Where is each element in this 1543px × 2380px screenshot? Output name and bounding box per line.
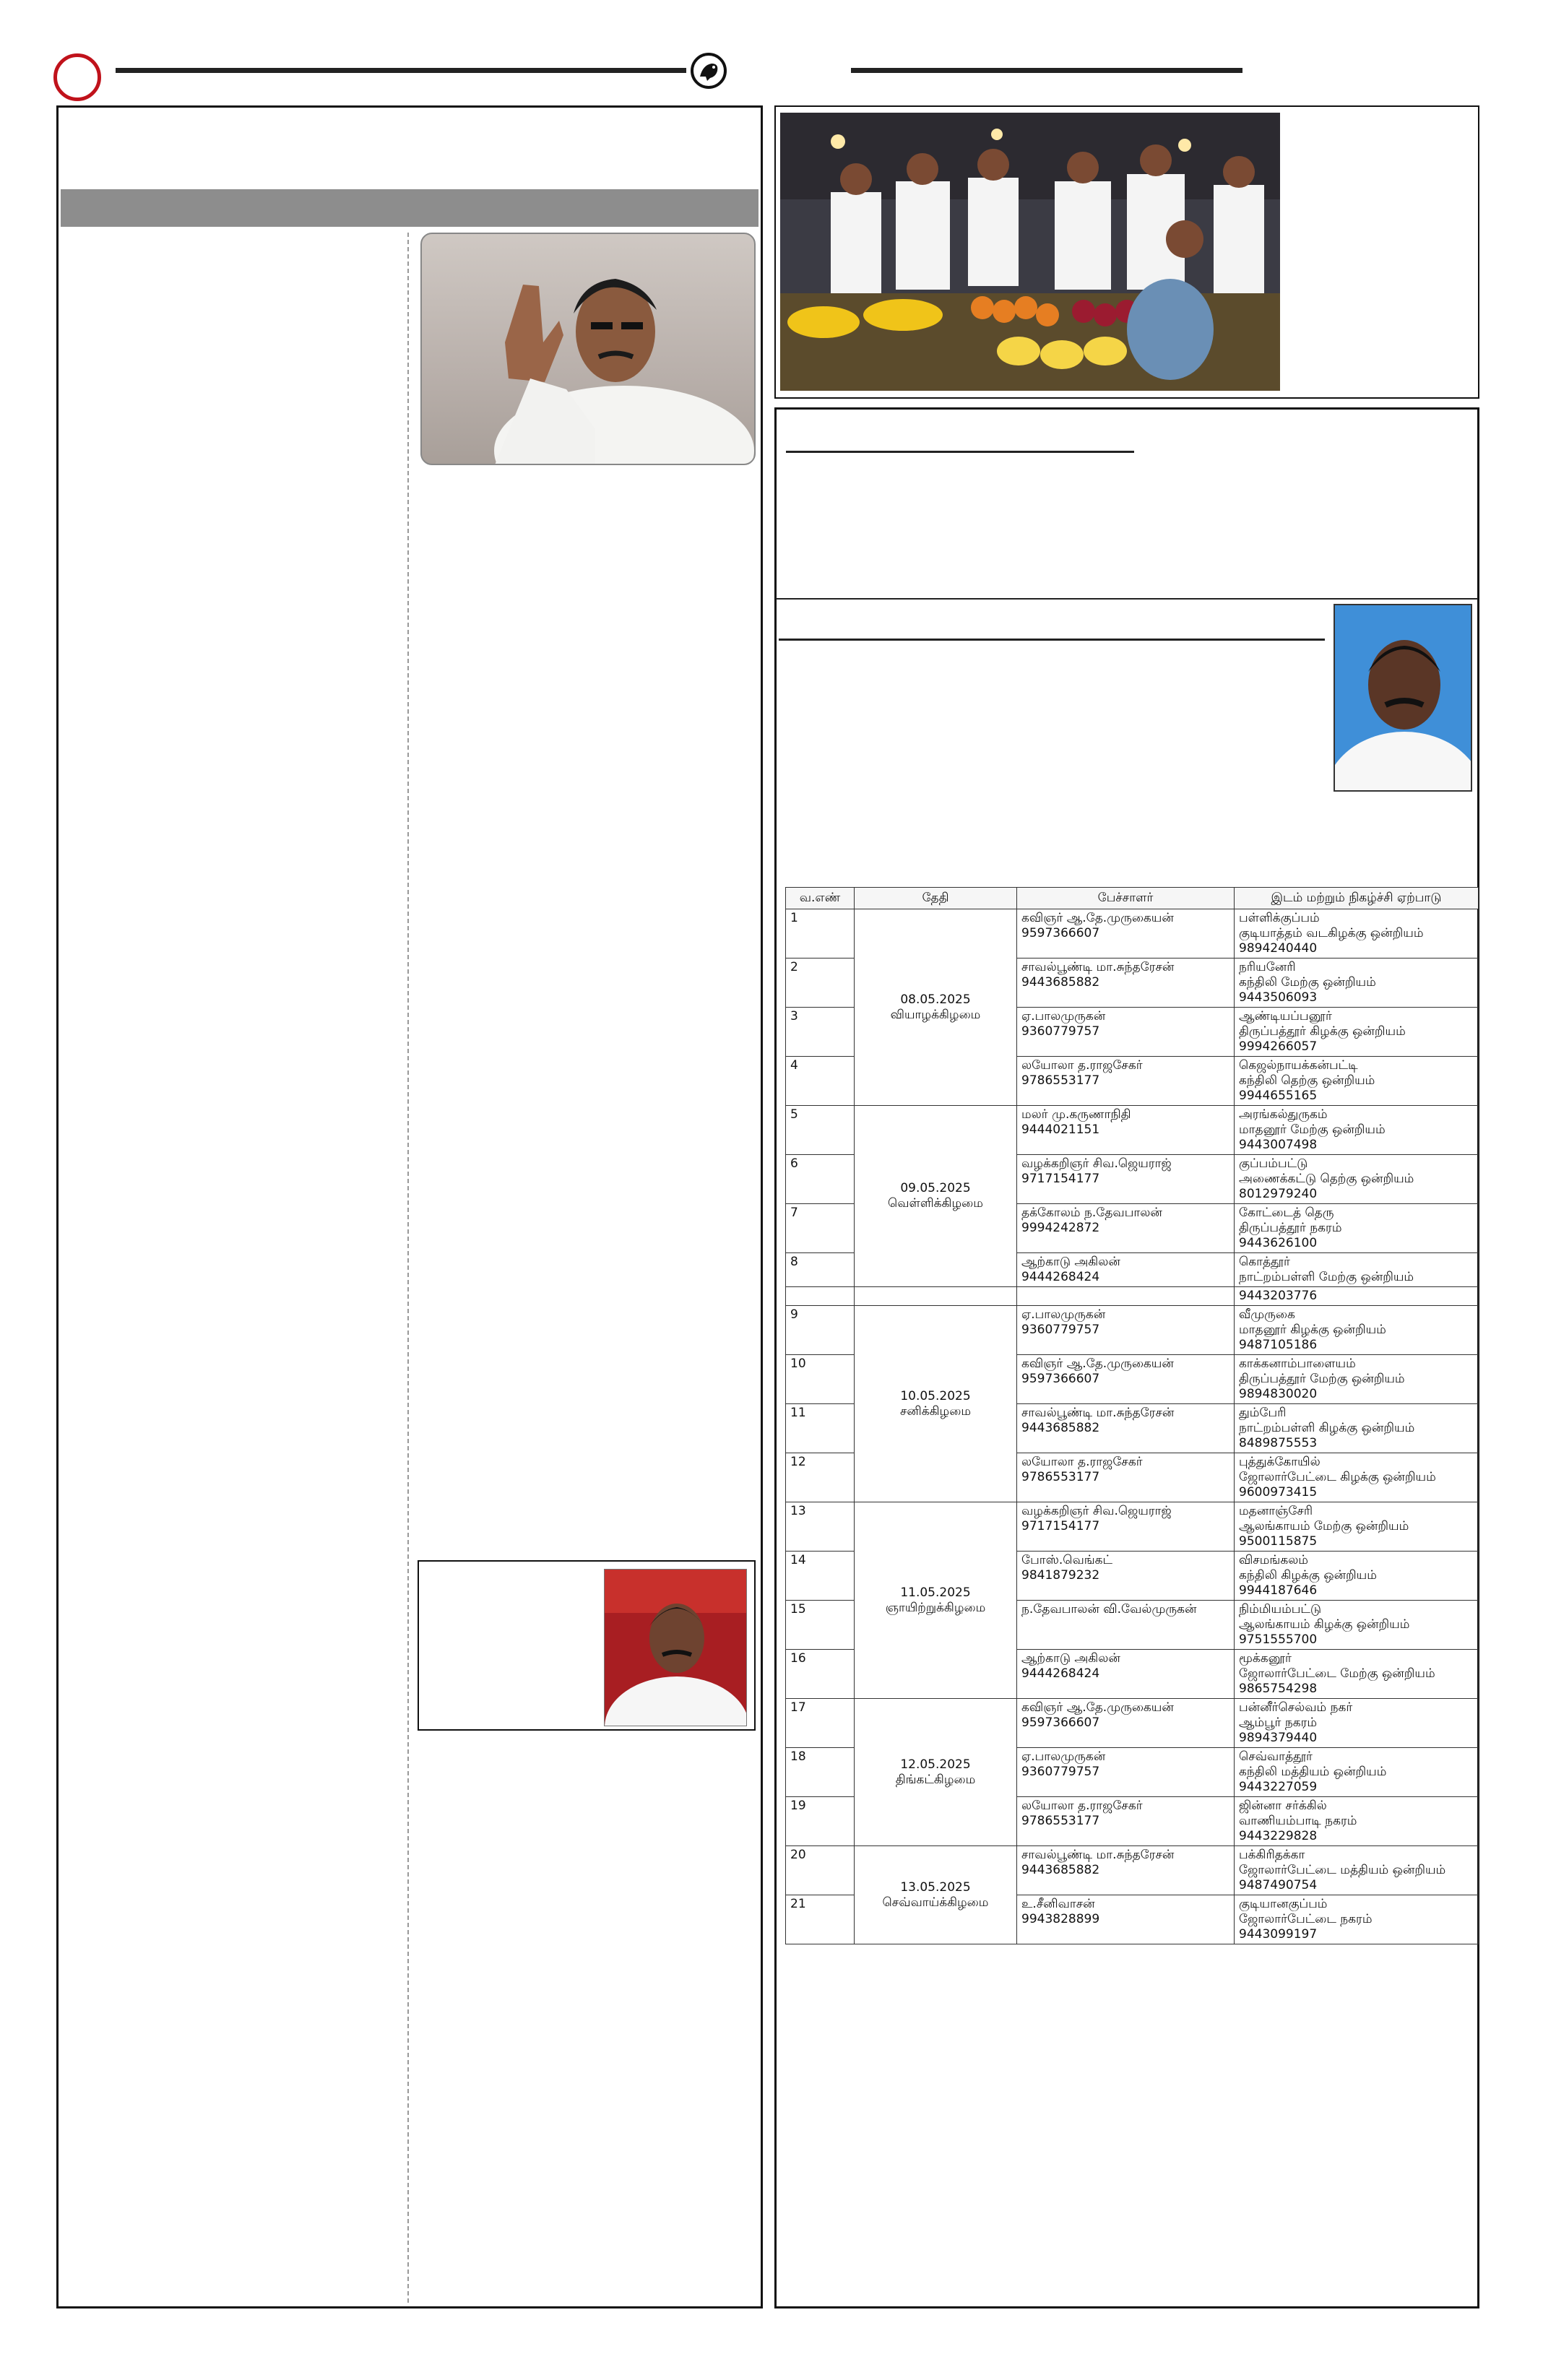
venue-area: திருப்பத்தூர் கிழக்கு ஒன்றியம் [1239, 1024, 1406, 1039]
venue-cell [1235, 1204, 1479, 1253]
speaker-phone: 9444268424 [1021, 1270, 1100, 1284]
chief-minister-photo [420, 233, 756, 465]
venue-cell [1235, 1404, 1479, 1453]
speaker-name: ஏ.பாலமுருகன் [1021, 1749, 1106, 1764]
speaker-cell [1017, 1008, 1235, 1057]
venue-area: ஜோலார்பேட்டை கிழக்கு ஒன்றியம் [1239, 1470, 1436, 1484]
speaker-phone: 9717154177 [1021, 1172, 1100, 1186]
venue-name: விசமங்கலம் [1239, 1553, 1308, 1567]
speaker-name: போஸ்.வெங்கட் [1021, 1553, 1113, 1567]
venue-name: அரங்கல்துருகம் [1239, 1107, 1328, 1122]
venue-phone: 9944187646 [1239, 1583, 1318, 1598]
speaker-name: ஆற்காடு அகிலன் [1021, 1651, 1120, 1666]
left-article-band [61, 189, 758, 227]
column-header-venue: இடம் மற்றும் நிகழ்ச்சி ஏற்பாடு [1235, 888, 1479, 909]
serial-number: 9 [786, 1306, 855, 1355]
table-row [786, 1306, 1479, 1355]
venue-phone: 9443227059 [1239, 1780, 1318, 1794]
speaker-phone: 9597366607 [1021, 1715, 1100, 1730]
spacer-cell [1017, 1287, 1235, 1306]
speaker-phone: 9841879232 [1021, 1568, 1100, 1583]
serial-number: 14 [786, 1552, 855, 1601]
venue-cell [1235, 1355, 1479, 1404]
spacer-cell [855, 1287, 1017, 1306]
speaker-name: லயோலா த.ராஜசேகர் [1021, 1799, 1143, 1813]
venue-name: ஜின்னா சர்க்கில் [1239, 1799, 1327, 1813]
date-cell [855, 1699, 1017, 1846]
venue-name: பள்ளிக்குப்பம் [1239, 911, 1320, 925]
serial-number: 19 [786, 1797, 855, 1846]
speaker-phone: 9786553177 [1021, 1470, 1100, 1484]
right-article-rule-2 [779, 639, 1325, 641]
speaker-cell [1017, 1502, 1235, 1552]
speaker-cell [1017, 1601, 1235, 1650]
serial-number: 2 [786, 959, 855, 1008]
date-cell [855, 1106, 1017, 1287]
speaker-phone: 9443685882 [1021, 1421, 1100, 1435]
table-header-row [786, 888, 1479, 909]
speaker-phone: 9943828899 [1021, 1912, 1100, 1926]
serial-number: 15 [786, 1601, 855, 1650]
speaker-cell [1017, 959, 1235, 1008]
venue-name: குப்பம்பட்டு [1239, 1156, 1308, 1171]
venue-name: செவ்வாத்தூர் [1239, 1749, 1313, 1764]
speaker-phone: 9360779757 [1021, 1024, 1100, 1039]
venue-phone: 8012979240 [1239, 1187, 1318, 1201]
venue-phone: 9443007498 [1239, 1138, 1318, 1152]
speaker-cell [1017, 1204, 1235, 1253]
speaker-name: வழக்கறிஞர் சிவ.ஜெயராஜ் [1021, 1504, 1172, 1518]
venue-area: கந்திலி மேற்கு ஒன்றியம் [1239, 975, 1376, 990]
venue-cell [1235, 1650, 1479, 1699]
speaker-schedule-table [785, 887, 1479, 1944]
date-value: 09.05.2025 [900, 1181, 971, 1195]
speaker-name: லயோலா த.ராஜசேகர் [1021, 1058, 1143, 1073]
speaker-name: கவிஞர் ஆ.தே.முருகையன் [1021, 1700, 1174, 1715]
speaker-phone: 9444021151 [1021, 1122, 1100, 1137]
speaker-name: ஏ.பாலமுருகன் [1021, 1009, 1106, 1024]
speaker-phone: 9597366607 [1021, 926, 1100, 940]
speaker-name: சாவல்பூண்டி மா.சுந்தரேசன் [1021, 1406, 1175, 1420]
speaker-phone: 9597366607 [1021, 1372, 1100, 1386]
serial-number: 18 [786, 1748, 855, 1797]
column-header-date: தேதி [855, 888, 1017, 909]
venue-phone: 9894240440 [1239, 941, 1318, 956]
serial-number: 17 [786, 1699, 855, 1748]
serial-number: 12 [786, 1453, 855, 1502]
venue-area: ஆம்பூர் நகரம் [1239, 1715, 1318, 1730]
speaker-cell [1017, 1106, 1235, 1155]
venue-name: வீமுருகை [1239, 1307, 1295, 1322]
venue-phone: 9443626100 [1239, 1236, 1318, 1250]
venue-cell [1235, 1502, 1479, 1552]
venue-phone: 9487490754 [1239, 1878, 1318, 1892]
venue-area: ஆலங்காயம் கிழக்கு ஒன்றியம் [1239, 1617, 1410, 1632]
venue-phone: 9487105186 [1239, 1338, 1318, 1352]
venue-cell [1235, 1846, 1479, 1895]
serial-number: 10 [786, 1355, 855, 1404]
venue-name: மதனாஞ்சேரி [1239, 1504, 1313, 1518]
venue-cell [1235, 1797, 1479, 1846]
masthead-circle-icon [53, 53, 101, 101]
speaker-cell [1017, 1306, 1235, 1355]
table-row [786, 1502, 1479, 1552]
table-row [786, 909, 1479, 959]
speaker-name: வழக்கறிஞர் சிவ.ஜெயராஜ் [1021, 1156, 1172, 1171]
spacer-cell [786, 1287, 855, 1306]
speaker-cell [1017, 1895, 1235, 1944]
speaker-name: கவிஞர் ஆ.தே.முருகையன் [1021, 1356, 1174, 1371]
venue-name: பக்கிரிதக்கா [1239, 1848, 1305, 1862]
date-value: 08.05.2025 [900, 992, 971, 1007]
day-name: ஞாயிற்றுக்கிழமை [885, 1600, 986, 1615]
venue-cell [1235, 1699, 1479, 1748]
market-visit-photo [780, 113, 1280, 391]
serial-number: 16 [786, 1650, 855, 1699]
venue-phone: 9751555700 [1239, 1632, 1318, 1647]
speaker-cell [1017, 1846, 1235, 1895]
venue-area: மாதனூர் மேற்கு ஒன்றியம் [1239, 1122, 1386, 1137]
venue-cell [1235, 959, 1479, 1008]
venue-phone: 9443506093 [1239, 990, 1318, 1005]
date-value: 10.05.2025 [900, 1388, 971, 1403]
serial-number: 11 [786, 1404, 855, 1453]
speaker-name: கவிஞர் ஆ.தே.முருகையன் [1021, 911, 1174, 925]
speaker-name: ஏ.பாலமுருகன் [1021, 1307, 1106, 1322]
date-value: 12.05.2025 [900, 1757, 971, 1772]
venue-area: குடியாத்தம் வடகிழக்கு ஒன்றியம் [1239, 926, 1424, 940]
venue-phone: 9600973415 [1239, 1485, 1318, 1500]
venue-phone: 9500115875 [1239, 1534, 1318, 1549]
venue-name: நிம்மியம்பட்டு [1239, 1602, 1322, 1617]
venue-phone: 9994266057 [1239, 1039, 1318, 1054]
speaker-phone: 9717154177 [1021, 1519, 1100, 1533]
venue-area: கந்திலி மத்தியம் ஒன்றியம் [1239, 1765, 1387, 1779]
speaker-phone: 9443685882 [1021, 1863, 1100, 1877]
speaker-name: மலர் மு.கருணாநிதி [1021, 1107, 1131, 1122]
venue-phone: 9944655165 [1239, 1089, 1318, 1103]
venue-area: ஜோலார்பேட்டை மேற்கு ஒன்றியம் [1239, 1666, 1435, 1681]
venue-name: காக்கனாம்பாளையம் [1239, 1356, 1356, 1371]
table-row [786, 1699, 1479, 1748]
venue-cell [1235, 1253, 1479, 1287]
masthead-rule-right [851, 68, 1242, 73]
serial-number: 6 [786, 1155, 855, 1204]
table-row [786, 1846, 1479, 1895]
speaker-cell [1017, 1404, 1235, 1453]
speaker-name: உ.சீனிவாசன் [1021, 1897, 1095, 1911]
serial-number: 13 [786, 1502, 855, 1552]
date-cell [855, 1502, 1017, 1699]
venue-name: கெஜல்நாயக்கன்பட்டி [1239, 1058, 1358, 1073]
table-spacer-row [786, 1287, 1479, 1306]
speaker-name: ந.தேவபாலன் வி.வேல்முருகன் [1021, 1602, 1197, 1617]
venue-area: ஆலங்காயம் மேற்கு ஒன்றியம் [1239, 1519, 1409, 1533]
speaker-cell [1017, 1057, 1235, 1106]
speaker-cell [1017, 1253, 1235, 1287]
speaker-phone: 9444268424 [1021, 1666, 1100, 1681]
venue-area: கந்திலி கிழக்கு ஒன்றியம் [1239, 1568, 1377, 1583]
serial-number: 5 [786, 1106, 855, 1155]
left-column-divider [407, 233, 409, 2303]
speaker-name: சாவல்பூண்டி மா.சுந்தரேசன் [1021, 1848, 1175, 1862]
venue-cell [1235, 1895, 1479, 1944]
date-cell [855, 1306, 1017, 1502]
right-article-rule-1 [786, 451, 1134, 453]
day-name: வியாழக்கிழமை [890, 1007, 981, 1022]
date-cell [855, 909, 1017, 1106]
serial-number: 1 [786, 909, 855, 959]
speaker-phone: 9360779757 [1021, 1765, 1100, 1779]
venue-cell [1235, 1306, 1479, 1355]
speaker-cell [1017, 1797, 1235, 1846]
venue-phone: 9443099197 [1239, 1927, 1318, 1942]
date-cell [855, 1846, 1017, 1944]
serial-number: 20 [786, 1846, 855, 1895]
venue-cell [1235, 1552, 1479, 1601]
speaker-cell [1017, 1355, 1235, 1404]
venue-cell [1235, 1057, 1479, 1106]
venue-phone: 9443229828 [1239, 1829, 1318, 1843]
speaker-phone: 9786553177 [1021, 1073, 1100, 1088]
serial-number: 4 [786, 1057, 855, 1106]
venue-phone: 9894379440 [1239, 1731, 1318, 1745]
venue-cell [1235, 1601, 1479, 1650]
right-article-divider [776, 598, 1478, 600]
spacer-phone: 9443203776 [1235, 1287, 1479, 1306]
day-name: வெள்ளிக்கிழமை [888, 1196, 983, 1211]
speaker-cell [1017, 1155, 1235, 1204]
venue-area: மாதனூர் கிழக்கு ஒன்றியம் [1239, 1323, 1386, 1337]
venue-name: கோட்டைத் தெரு [1239, 1206, 1334, 1220]
venue-cell [1235, 1453, 1479, 1502]
serial-number: 21 [786, 1895, 855, 1944]
speaker-name: ஆற்காடு அகிலன் [1021, 1255, 1120, 1269]
venue-area: அணைக்கட்டு தெற்கு ஒன்றியம் [1239, 1172, 1414, 1186]
venue-name: மூக்கனூர் [1239, 1651, 1292, 1666]
speaker-cell [1017, 909, 1235, 959]
venue-area: திருப்பத்தூர் நகரம் [1239, 1221, 1342, 1235]
masthead-rule-left [116, 68, 686, 73]
venue-name: தும்பேரி [1239, 1406, 1287, 1420]
day-name: திங்கட்கிழமை [895, 1772, 976, 1787]
venue-name: புத்துக்கோயில் [1239, 1455, 1321, 1469]
table-row [786, 1106, 1479, 1155]
venue-cell [1235, 1008, 1479, 1057]
venue-phone: 8489875553 [1239, 1436, 1318, 1450]
day-name: சனிக்கிழமை [900, 1403, 971, 1419]
venue-phone: 9865754298 [1239, 1682, 1318, 1696]
speaker-name: சாவல்பூண்டி மா.சுந்தரேசன் [1021, 960, 1175, 974]
venue-area: நாட்றம்பள்ளி கிழக்கு ஒன்றியம் [1239, 1421, 1415, 1435]
venue-name: கொத்தூர் [1239, 1255, 1290, 1269]
serial-number: 3 [786, 1008, 855, 1057]
venue-cell [1235, 1155, 1479, 1204]
date-value: 13.05.2025 [900, 1879, 971, 1895]
date-value: 11.05.2025 [900, 1585, 971, 1600]
district-secretary-photo [1334, 604, 1472, 792]
column-header-serial: வ.எண் [786, 888, 855, 909]
speaker-cell [1017, 1748, 1235, 1797]
speaker-phone: 9786553177 [1021, 1814, 1100, 1828]
party-emblem-icon [690, 52, 727, 90]
venue-area: ஜோலார்பேட்டை நகரம் [1239, 1912, 1373, 1926]
speaker-name: லயோலா த.ராஜசேகர் [1021, 1455, 1143, 1469]
schedule-body [786, 909, 1479, 1944]
serial-number: 8 [786, 1253, 855, 1287]
venue-name: ஆண்டியப்பனூர் [1239, 1009, 1332, 1024]
speaker-phone: 9360779757 [1021, 1323, 1100, 1337]
serial-number: 7 [786, 1204, 855, 1253]
venue-cell [1235, 909, 1479, 959]
venue-phone: 9894830020 [1239, 1387, 1318, 1401]
speaker-phone: 9994242872 [1021, 1221, 1100, 1235]
venue-name: குடியானகுப்பம் [1239, 1897, 1328, 1911]
speaker-cell [1017, 1552, 1235, 1601]
day-name: செவ்வாய்க்கிழமை [882, 1895, 989, 1910]
speaker-name: தக்கோலம் ந.தேவபாலன் [1021, 1206, 1162, 1220]
venue-area: வாணியம்பாடி நகரம் [1239, 1814, 1357, 1828]
venue-cell [1235, 1106, 1479, 1155]
speaker-cell [1017, 1453, 1235, 1502]
venue-area: ஜோலார்பேட்டை மத்தியம் ஒன்றியம் [1239, 1863, 1446, 1877]
venue-area: திருப்பத்தூர் மேற்கு ஒன்றியம் [1239, 1372, 1405, 1386]
venue-area: கந்திலி தெற்கு ஒன்றியம் [1239, 1073, 1375, 1088]
venue-cell [1235, 1748, 1479, 1797]
venue-area: நாட்றம்பள்ளி மேற்கு ஒன்றியம் [1239, 1270, 1414, 1284]
speaker-cell [1017, 1699, 1235, 1748]
speaker-inset-photo [604, 1569, 747, 1726]
column-header-speaker: பேச்சாளர் [1017, 888, 1235, 909]
speaker-phone: 9443685882 [1021, 975, 1100, 990]
venue-name: பன்னீர்செல்வம் நகர் [1239, 1700, 1353, 1715]
venue-name: நரியனேரி [1239, 960, 1296, 974]
speaker-cell [1017, 1650, 1235, 1699]
